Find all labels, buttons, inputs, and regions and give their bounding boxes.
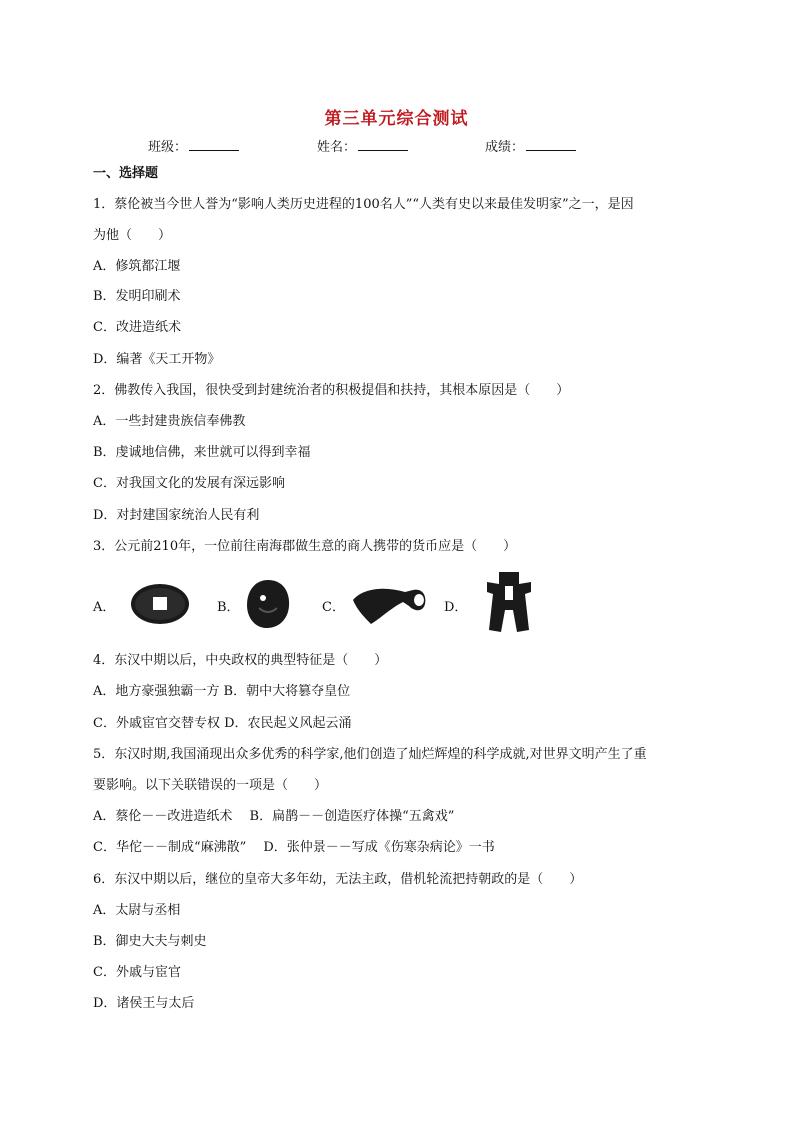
question-2-option-d: D．对封建国家统治人民有利	[93, 508, 260, 523]
question-2-option-b: B．虔诚地信佛，来世就可以得到幸福	[93, 445, 311, 460]
question-4-stem: 4．东汉中期以后，中央政权的典型特征是（ ）	[93, 653, 388, 668]
question-2-stem: 2．佛教传入我国，很快受到封建统治者的积极提倡和扶持，其根本原因是（ ）	[93, 383, 570, 398]
question-6-option-b: B．御史大夫与刺史	[93, 934, 207, 949]
question-3-label-a: A．	[93, 600, 116, 615]
question-5-options-line1: A．蔡伦－－改进造纸术 B．扁鹊－－创造医疗体操“五禽戏”	[93, 809, 455, 824]
question-3-coin-options	[93, 578, 553, 638]
class-label: 班级：	[148, 140, 188, 155]
question-6-stem: 6．东汉中期以后，继位的皇帝大多年幼，无法主政，借机轮流把持朝政的是（ ）	[93, 872, 583, 887]
knife-coin-icon	[351, 578, 431, 628]
question-3-stem: 3．公元前210年，一位前往南海郡做生意的商人携带的货币应是（ ）	[93, 539, 517, 554]
question-5-options-line2: C．华佗－－制成“麻沸散” D．张仲景－－写成《伤寒杂病论》一书	[93, 840, 495, 855]
class-field	[148, 136, 239, 155]
question-1-stem-line1: 1．蔡伦被当今世人誉为“影响人类历史进程的100名人”“人类有史以来最佳发明家”之一，是因	[93, 197, 634, 212]
question-3-label-c: C．	[322, 600, 345, 615]
class-blank	[189, 139, 239, 151]
question-1-option-b: B．发明印刷术	[93, 289, 181, 304]
question-2-option-a: A．一些封建贵族信奉佛教	[93, 414, 246, 429]
question-3-label-d: D．	[444, 600, 468, 615]
question-3-label-b: B．	[217, 600, 240, 615]
question-5-stem-line2: 要影响。以下关联错误的一项是（ ）	[93, 778, 328, 793]
question-5-stem-line1: 5．东汉时期,我国涌现出众多优秀的科学家,他们创造了灿烂辉煌的科学成就,对世界文明产生了重	[93, 747, 647, 762]
question-6-option-c: C．外戚与宦官	[93, 965, 181, 980]
name-blank	[358, 139, 408, 151]
page-title: 第三单元综合测试	[324, 109, 469, 129]
score-label: 成绩：	[485, 140, 525, 155]
name-label: 姓名：	[317, 140, 357, 155]
question-1-option-a: A．修筑都江堰	[93, 259, 181, 274]
question-4-options-line2: C．外戚宦官交替专权 D．农民起义风起云涌	[93, 716, 352, 731]
question-6-option-d: D．诸侯王与太后	[93, 996, 195, 1011]
question-6-option-a: A．太尉与丞相	[93, 903, 181, 918]
question-1-option-d: D．编著《天工开物》	[93, 352, 221, 367]
question-2-option-c: C．对我国文化的发展有深远影响	[93, 476, 285, 491]
question-1-option-c: C．改进造纸术	[93, 320, 181, 335]
question-1-stem-line2: 为他（ ）	[93, 228, 172, 243]
question-4-options-line1: A．地方豪强独霸一方 B．朝中大将篡夺皇位	[93, 684, 351, 699]
name-field	[317, 136, 408, 155]
banliang-coin-icon	[129, 578, 191, 628]
section-heading: 一、选择题	[93, 166, 159, 181]
score-blank	[526, 139, 576, 151]
ant-nose-coin-icon	[245, 578, 291, 630]
spade-coin-icon	[479, 570, 539, 636]
score-field	[485, 136, 576, 155]
